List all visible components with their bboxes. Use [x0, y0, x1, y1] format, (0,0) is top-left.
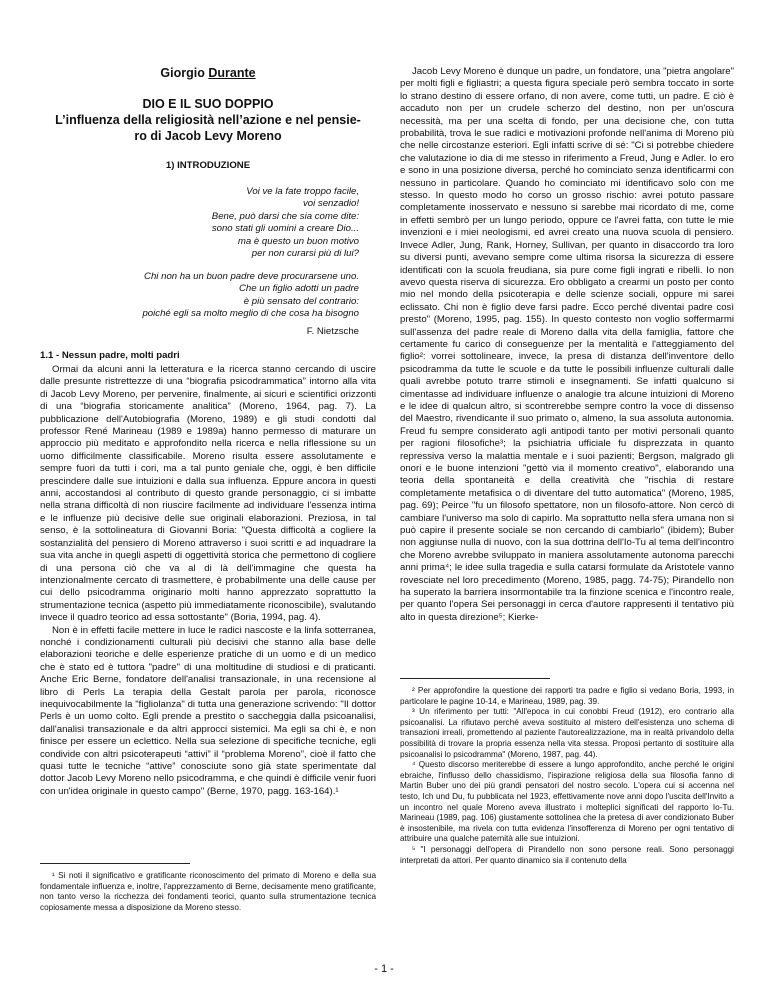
epigraph-line: poiché egli sa molto meglio di che cosa ha bisogno: [142, 308, 359, 320]
page-number: - 1 -: [374, 963, 394, 975]
paragraph: Non è in effetti facile mettere in luce le radici nascoste e la linfa sotterranea, nonché i condizionamenti culturali più decisivi che stanno alla base delle elaborazioni teoriche e delle esperienze pratiche di un uomo e di un medico che è stato ed è tuttora "padre" di una moltitudine di studiosi e di praticanti. Anche Eric Berne, fondatore dell'analisi transazionale, in una recensione al libro di Perls La terapia della Gestalt parola per parola, riconosce inequivocabilmente la "figliolanza" di tutta una generazione scrivendo: "Il dottor Perls è un uomo colto. Egli prende a prestito o saccheggia dalla psicoanalisi, dall'analisi transazionale e da altri approcci sistemici. Ma egli sa chi è, e non finisce per essere un eclettico. Nella sua selezione di specifiche tecniche, egli condivide con altri psicoterapeuti “attivi” il “problema Moreno”, cioè il fatto che quasi tutte le tecniche “attive” conosciute sono già state sperimentate dal dottor Jacob Levy Moreno nello psicodramma, e che quindi è difficile venir fuori con un'idea originale in questo campo" (Berne, 1970, pagg. 163-164).¹: [40, 624, 376, 797]
epigraph-line: Che un figlio adotti un padre: [238, 283, 359, 295]
epigraph-source: F. Nietzsche: [306, 326, 359, 337]
left-column-body: [40, 364, 376, 798]
footnote-1: ¹ Si noti il significativo e gratificante riconoscimento del primato di Moreno e della sua fondamentale influenza e, inoltre, l'apprezzamento di Berne, decisamente meno gratificante, non tanto verso la ricchezza dei fondamenti teorici, quanto sulla strumentazione tecnica copiosamente messa a disposizione da Moreno stesso.: [40, 871, 376, 912]
footnotes-right: [400, 686, 734, 866]
author-last-name: Durante: [208, 66, 256, 80]
author-name: [40, 66, 376, 80]
footnote-4: ⁴ Questo discorso meriterebbe di essere a lungo approfondito, anche perché le origini ebraiche, l'influsso dello chassidismo, l'ispirazione religiosa della sua filosofia fanno di Martin Buber uno dei più grandi pensatori del nostro secolo. L'opera cui si accenna nel testo, Ich und Du, fu pubblicata nel 1923, effettivamente nove anni dopo l'uscita dell'Invito a un incontro nel quale Moreno aveva illustrato i molteplici significati del rapporto Io-Tu. Marineau (1989, pag. 106) giustamente sottolinea che la pretesa di aver condizionato Buber è insostenibile, ma rivela con tutta evidenza l'insofferenza di Moreno per ogni tentativo di attribuire una qualche paternità alle sue intuizioni.: [400, 760, 734, 844]
footnote-rule: [400, 678, 550, 679]
subsection-title: 1.1 - Nessun padre, molti padri: [40, 350, 180, 361]
epigraph-line: voi senzadio!: [303, 198, 359, 210]
epigraph-2: [40, 271, 359, 321]
epigraph-1: [40, 186, 359, 260]
footnote-2: ² Per approfondire la questione dei rapporti tra padre e figlio si vedano Boria, 1993, in particolare le pagine 10-14, e Marineau, 1989, pag. 39.: [400, 686, 734, 706]
paragraph: Ormai da alcuni anni la letteratura e la ricerca stanno cercando di uscire dalle presunte ristrettezze di una “biografia psicodrammatica” intorno alla vita di Jacob Levy Moreno, per pervenire, finalmente, ai sicuri e scientifici orizzonti di una “biografia storicamente analitica” (Moreno, 1964, pag. 7). La pubblicazione dell'Autobiografia (Moreno, 1989) e gli studi condotti dal professor René Marineau (1989 e 1989a) hanno permesso di maturare un approccio più meditato e approfondito nella ricerca e nella riflessione su un uomo difficilmente classificabile. Moreno risulta essere assolutamente e sempre fuori da tutti i cori, ma a tal punto geniale che, oggi, è ben difficile prescindere dalle sue intuizioni e dalla sua influenza. Eppure ancora in questi anni, accostandosi al contributo di questo grande personaggio, ci si imbatte nella strana difficoltà di non riuscire facilmente ad individuare l'essenza intima e le influenze più decisive delle sue originali elaborazioni. Preziosa, in tal senso, è la sottolineatura di Giovanni Boria: "Questa difficoltà a cogliere la sostanzialità del pensiero di Moreno attraverso i suoi scritti e ad inquadrare la sua vita anche in quegli aspetti di oggettività storica che permettono di cogliere di una persona ciò che va al di là dell'immagine che questa ha intenzionalmente cercato di trasmettere, è probabilmente una delle cause per cui dello psicodramma originario molti hanno apprezzato soprattutto la strumentazione tecnica (aspetto più immediatamente riconoscibile), svalutando invece il quadro teorico ad essa sottostante" (Boria, 1994, pag. 4).: [40, 364, 376, 624]
author-first-name: Giorgio: [160, 66, 205, 80]
epigraph-line: Bene, può darsi che sia come dite:: [211, 210, 359, 222]
epigraph-line: è più sensato del contrario:: [243, 295, 359, 307]
right-column-body: [400, 66, 734, 624]
footnote-3: ³ Un riferimento per tutti: "All'epoca in cui conobbi Freud (1912), ero contrario alla psicoanalisi. La rifiutavo perché aveva sostituito al mistero dell'esistenza uno schema di transazioni irreali, promettendo al paziente l'autorealizzazione, ma in realtà privandolo della possibilità di trovare la propria essenza nella vita stessa. Proposi pertanto di sostituire alla psicoanalisi lo psicodramma" (Moreno, 1987, pag. 44).: [400, 707, 734, 759]
title-line-2: L’influenza della religiosità nell’azione e nel pensie-: [55, 113, 361, 127]
epigraph-line: Voi ve la fate troppo facile,: [246, 186, 359, 197]
title-line-3: ro di Jacob Levy Moreno: [134, 129, 282, 143]
paragraph: Jacob Levy Moreno è dunque un padre, un fondatore, una "pietra angolare" per molti figli e figliastri; a questa figura speciale però sembra toccato in sorte lo strano destino di essere orfano, di non avere, come tutti, un padre. E ciò è accaduto non per un crudele scherzo del destino, non per un'oscura necessità, ma per una scelta di fondo, per una decisione che, con tutta probabilità, trova le sue radici e motivazioni profonde nell'anima di Moreno più che nelle circostanze esteriori. Egli infatti scrive di sé: "Ci si potrebbe chiedere che valutazione io dia di me stesso in riferimento a Freud, Jung e Adler. Io ero e sono in una posizione diversa, perché ho cominciato senza identificarmi con nessuno in particolare. Quando ho cominciato mi identificavo solo con me stesso. In questo modo ho corso un grosso rischio: avrei potuto passare completamente inosservato e nessuno si sarebbe mai ricordato di me, come in effetti sembrò per un lungo periodo, oppure ce l'avrei fatta, con tutte le mie invenzioni e i miei neologismi, ed avrei creato una nuova scuola di pensiero. Invece Adler, Jung, Rank, Horney, Sullivan, per quanto in disaccordo tra loro su diversi punti, avevano sempre come ultima risorsa la sicurezza di essere identificati con la scuola freudiana, sia pure come figli ingrati e ribelli. Io non avevo questa riserva di sicurezza. Ero obbligato a crearmi un posto per conto mio nel mondo della psicoterapia e delle scienze sociali, oppure mi sarei eclissato. Chi non è figlio deve farsi padre. Ecco perché diventai padre così presto" (Moreno, 1995, pag. 155). In questo contesto non voglio soffermarmi sull'assenza del padre reale di Moreno dalla vita della famiglia, fattore che certamente fu carico di conseguenze per la mentalità e l'atteggiamento del figlio²: vorrei sottolineare, invece, la presa di distanza dell'inventore dello psicodramma da tutte le scuole e da tutte le possibili influenze culturali dalle quali avrebbe potuto trarre stimoli e insegnamenti. Se infatti qualcuno si cimentasse ad individuare influenze o analogie tra alcune intuizioni di Moreno e le idee di qualcun altro, si scontrerebbe sempre contro la voce di dissenso del Maestro, rivendicante il suo primato o, almeno, la sua assoluta autonomia. Freud fu sempre considerato agli antipodi tanto per motivi personali quanto per ragioni filosofiche³; la psichiatria ufficiale fu disprezzata in quanto repressiva verso la malattia mentale e i suoi pazienti; Bergson, malgrado gli onori e le buone intenzioni "gettò via il momento creativo", elaborando una teoria della spontaneità e della creatività che "rischia di restare completamente metafisica o di diventare del tutto automatica" (Moreno, 1985, pag. 69); Peirce "fu un filosofo spettatore, non un filosofo-attore. Non cercò di cambiare l'universo ma solo di capirlo. Ma soprattutto nella sfera umana non si può capire il presente sociale se non cercando di cambiarlo" (ibidem); Buber non aggiunse nulla di nuovo, con la sua dottrina dell'Io-Tu al tema dell'incontro che Moreno avrebbe sviluppato in maniera assolutamente autonoma parecchi anni prima⁴; le idee sulla tragedia e sulla catarsi formulate da Aristotele vanno rovesciate nel loro precedimento (Moreno, 1985, pagg. 74-75); Pirandello non ha superato la barriera insormontabile tra la finzione scenica e l'incontro reale, per quanto l'opera Sei personaggi in cerca d'autore rappresenti il tentativo più alto in questa direzione⁵; Kierke-: [400, 66, 734, 623]
footnote-5: ⁵ "I personaggi dell'opera di Pirandello non sono persone reali. Sono personaggi interpretati da attori. Per quanto dinamico sia il contenuto della: [400, 844, 734, 865]
section-title: 1) INTRODUZIONE: [165, 160, 251, 171]
footnote-rule: [40, 863, 190, 864]
epigraph-line: Chi non ha un buon padre deve procurarsene uno.: [144, 271, 359, 282]
epigraph-line: per non curarsi più di lui?: [251, 248, 359, 260]
epigraph-line: sono stati gli uomini a creare Dio...: [211, 223, 359, 235]
epigraph-line: ma è questo un buon motivo: [237, 235, 359, 247]
title-line-1: DIO E IL SUO DOPPIO: [142, 97, 274, 111]
article-title: [40, 96, 376, 144]
